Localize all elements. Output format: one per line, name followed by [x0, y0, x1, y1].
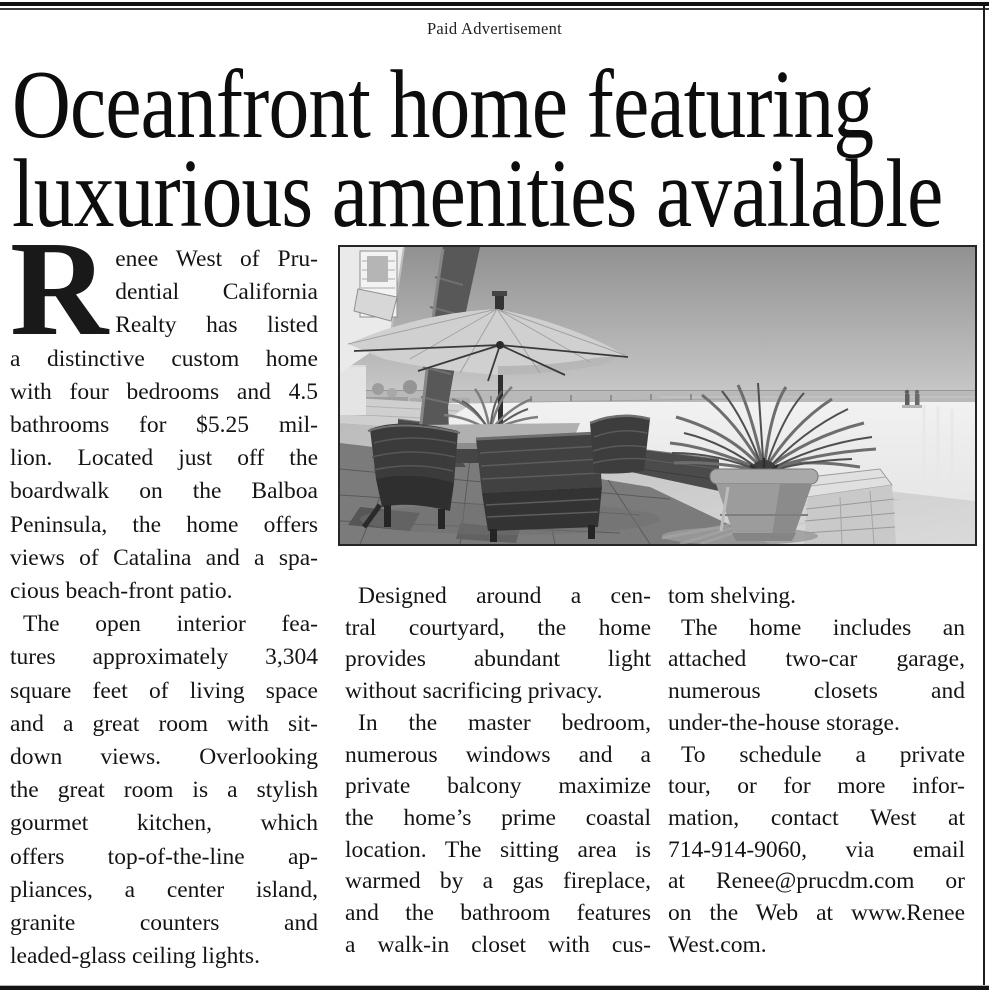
text-line: mation, contact West at [668, 804, 965, 831]
text-line: numerous closets and [668, 678, 965, 705]
property-photo [338, 245, 977, 546]
text-line: To schedule a private [681, 741, 965, 768]
text-line: views of Catalina and a spa- [10, 544, 318, 571]
paragraph-contact [668, 740, 965, 962]
bottom-rule-thick [0, 986, 989, 990]
text-line: The home includes an [681, 614, 965, 641]
text-line: Designed around a cen- [358, 583, 651, 609]
text-line: gourmet kitchen, which [10, 810, 318, 837]
text-line: down views. Overlooking [10, 744, 318, 771]
text-line: boardwalk on the Balboa [10, 478, 318, 505]
text-line: a walk-in closet with cus- [345, 931, 651, 958]
text-line: square feet of living space [10, 677, 318, 704]
paragraph-shelving-runover [668, 581, 965, 613]
text-line: offers top-of-the-line ap- [10, 843, 318, 870]
text-line: at Renee@prucdm.com or [668, 868, 965, 895]
top-rule-thick [0, 2, 989, 6]
text-line: West.com. [668, 931, 767, 958]
paragraph-garage [668, 613, 965, 740]
paragraph-interior [10, 608, 318, 973]
text-line: with four bedrooms and 4.5 [10, 378, 318, 405]
paragraph-lead [10, 214, 318, 608]
text-line: on the Web at www.Renee [668, 900, 965, 927]
top-rule-thin [0, 8, 989, 10]
text-line: leaded-glass ceiling lights. [10, 943, 260, 970]
text-line: lion. Located just off the [10, 445, 318, 472]
text-line: under-the-house storage. [668, 709, 900, 736]
text-line: tom shelving. [668, 583, 796, 609]
headline [12, 51, 989, 247]
headline-line-2: luxurious amenities available [12, 140, 943, 247]
text-line: private balcony maximize [345, 773, 651, 800]
text-line: tures approximately 3,304 [10, 644, 318, 671]
text-line: the great room is a stylish [10, 777, 318, 804]
text-line: cious beach-front patio. [10, 578, 233, 605]
text-line: tour, or for more infor- [668, 773, 965, 800]
text-line: Realty has listed [115, 312, 318, 339]
text-line: tral courtyard, the home [345, 614, 651, 641]
text-line: a distinctive custom home [10, 345, 318, 372]
text-line: and a great room with sit- [10, 710, 318, 737]
article-column-1 [10, 214, 318, 973]
text-line: and the bathroom features [345, 900, 651, 927]
article-column-3 [668, 581, 965, 961]
text-line: provides abundant light [345, 646, 651, 673]
text-line: the home’s prime coastal [345, 804, 651, 831]
text-line: 714-914-9060, via email [668, 836, 965, 863]
paragraph-courtyard [345, 581, 651, 708]
article-column-2 [345, 581, 651, 961]
text-line: attached two-car garage, [668, 646, 965, 673]
text-line: In the master bedroom, [358, 709, 651, 736]
text-line: The open interior fea- [23, 611, 318, 638]
text-line: location. The sitting area is [345, 836, 651, 863]
drop-cap: R [10, 214, 109, 364]
paragraph-master-bedroom [345, 708, 651, 962]
text-line: granite counters and [10, 910, 318, 937]
text-line: Peninsula, the home offers [10, 511, 318, 538]
paid-advertisement-label: Paid Advertisement [426, 19, 563, 38]
text-line: enee West of Pru- [115, 246, 318, 272]
text-line: numerous windows and a [345, 741, 651, 768]
text-line: pliances, a center island, [10, 876, 318, 903]
text-line: bathrooms for $5.25 mil- [10, 412, 318, 439]
text-line: warmed by a gas fireplace, [345, 868, 651, 895]
headline-line-1: Oceanfront home featuring [12, 51, 874, 158]
text-line: without sacrificing privacy. [345, 678, 603, 705]
text-line: dential California [115, 279, 318, 306]
